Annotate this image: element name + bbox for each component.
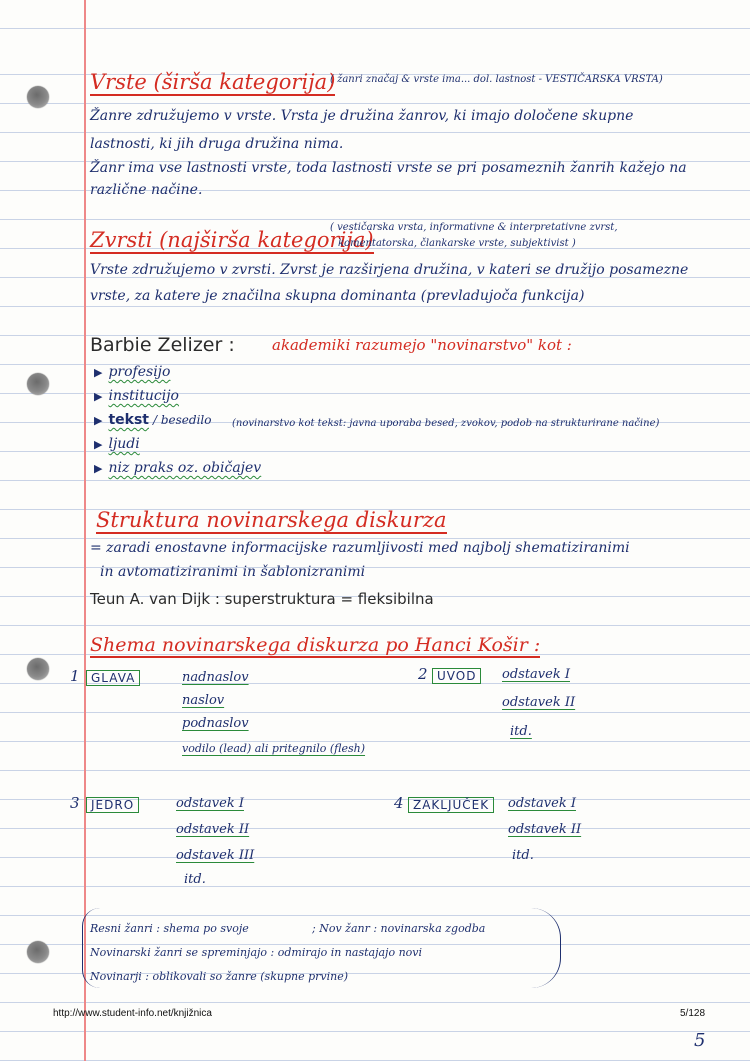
notes-bracket-right [510, 908, 561, 988]
bullet-arrow-icon: ▶ [94, 366, 103, 379]
block-item: vodilo (lead) ali pritegnilo (flesh) [182, 742, 366, 755]
notes-line: Novinarski žanri se spreminjajo : odmirajo in nastajajo novi [90, 946, 423, 959]
text-line: lastnosti, ki jih druga družina nima. [90, 136, 344, 152]
block-item: odstavek II [176, 822, 250, 837]
text-line: Žanr ima vse lastnosti vrste, toda lastnosti vrste se pri posameznih žanrih kažejo na [90, 160, 687, 176]
list-item: ▶ tekst / besedilo [94, 412, 212, 428]
block-label-glava: GLAVA [86, 667, 140, 686]
footer-page-count: 5/128 [680, 1008, 706, 1019]
section-note-zvrsti-1: ( vestičarska vrsta, informativne & interpretativne zvrst, [330, 222, 618, 233]
section-note-zvrsti-2: komentatorska, člankarske vrste, subjektivist ) [338, 238, 576, 249]
bullet-arrow-icon: ▶ [94, 438, 103, 451]
list-item: ▶ institucijo [94, 388, 179, 404]
section-title-zvrsti: Zvrsti (najširša kategorija) [90, 228, 374, 252]
text-line-van-dijk: Teun A. van Dijk : superstruktura = fleksibilna [90, 590, 434, 608]
punch-hole [27, 941, 49, 963]
block-number: 4 [394, 794, 404, 812]
list-item: ▶ niz praks oz. običajev [94, 460, 262, 476]
block-item: odstavek II [502, 695, 576, 710]
section-title-shema: Shema novinarskega diskurza po Hanci Košir : [90, 634, 541, 656]
punch-hole [27, 373, 49, 395]
text-line: in avtomatiziranimi in šablonizranimi [100, 564, 366, 580]
block-item: itd. [184, 872, 206, 887]
text-line: vrste, za katere je značilna skupna dominanta (prevladujoča funkcija) [90, 288, 585, 304]
block-item: podnaslov [182, 716, 249, 731]
list-item: ▶ ljudi [94, 436, 140, 452]
bullet-arrow-icon: ▶ [94, 414, 103, 427]
block-label-jedro: JEDRO [86, 794, 139, 813]
block-label-uvod: UVOD [432, 665, 481, 684]
block-item: odstavek I [508, 796, 576, 811]
section-title-vrste: Vrste (širša kategorija) [90, 70, 336, 94]
bullet-arrow-icon: ▶ [94, 390, 103, 403]
block-item: odstavek II [508, 822, 582, 837]
block-item: itd. [510, 724, 532, 739]
punch-hole [27, 86, 49, 108]
bullet-arrow-icon: ▶ [94, 462, 103, 475]
section-heading-akademiki: akademiki razumejo "novinarstvo" kot : [272, 336, 572, 354]
section-note-vrste: ( žanri značaj & vrste ima... dol. lastnost - VESTIČARSKA VRSTA) [330, 74, 663, 85]
notes-line: ; Nov žanr : novinarska zgodba [312, 922, 486, 935]
text-line: različne načine. [90, 182, 203, 198]
punch-hole [27, 658, 49, 680]
footer-url: http://www.student-info.net/knjižnica [53, 1008, 212, 1019]
notes-line: Resni žanri : shema po svoje [90, 922, 249, 935]
block-label-zakljucek: ZAKLJUČEK [408, 794, 494, 813]
author-name: Barbie Zelizer : [90, 334, 235, 356]
notes-line: Novinarji : oblikovali so žanre (skupne prvine) [90, 970, 349, 983]
list-item: ▶ profesijo [94, 364, 171, 380]
handwritten-page-number: 5 [694, 1030, 706, 1051]
text-line: = zaradi enostavne informacijske razumljivosti med najbolj shematiziranimi [90, 540, 630, 556]
block-number: 2 [418, 665, 428, 683]
text-line: Vrste združujemo v zvrsti. Zvrst je razširjena družina, v kateri se družijo posamezne [90, 262, 689, 278]
block-item: odstavek I [502, 667, 570, 682]
block-item: naslov [182, 693, 225, 708]
section-title-struktura: Struktura novinarskega diskurza [96, 508, 447, 532]
block-number: 1 [70, 667, 80, 685]
list-item-note: (novinarstvo kot tekst: javna uporaba besed, zvokov, podob na strukturirane načine) [232, 418, 660, 429]
block-item: odstavek III [176, 848, 255, 863]
block-item: odstavek I [176, 796, 244, 811]
text-line: Žanre združujemo v vrste. Vrsta je družina žanrov, ki imajo določene skupne [90, 108, 634, 124]
block-number: 3 [70, 794, 80, 812]
block-item: nadnaslov [182, 670, 249, 685]
block-item: itd. [512, 848, 534, 863]
